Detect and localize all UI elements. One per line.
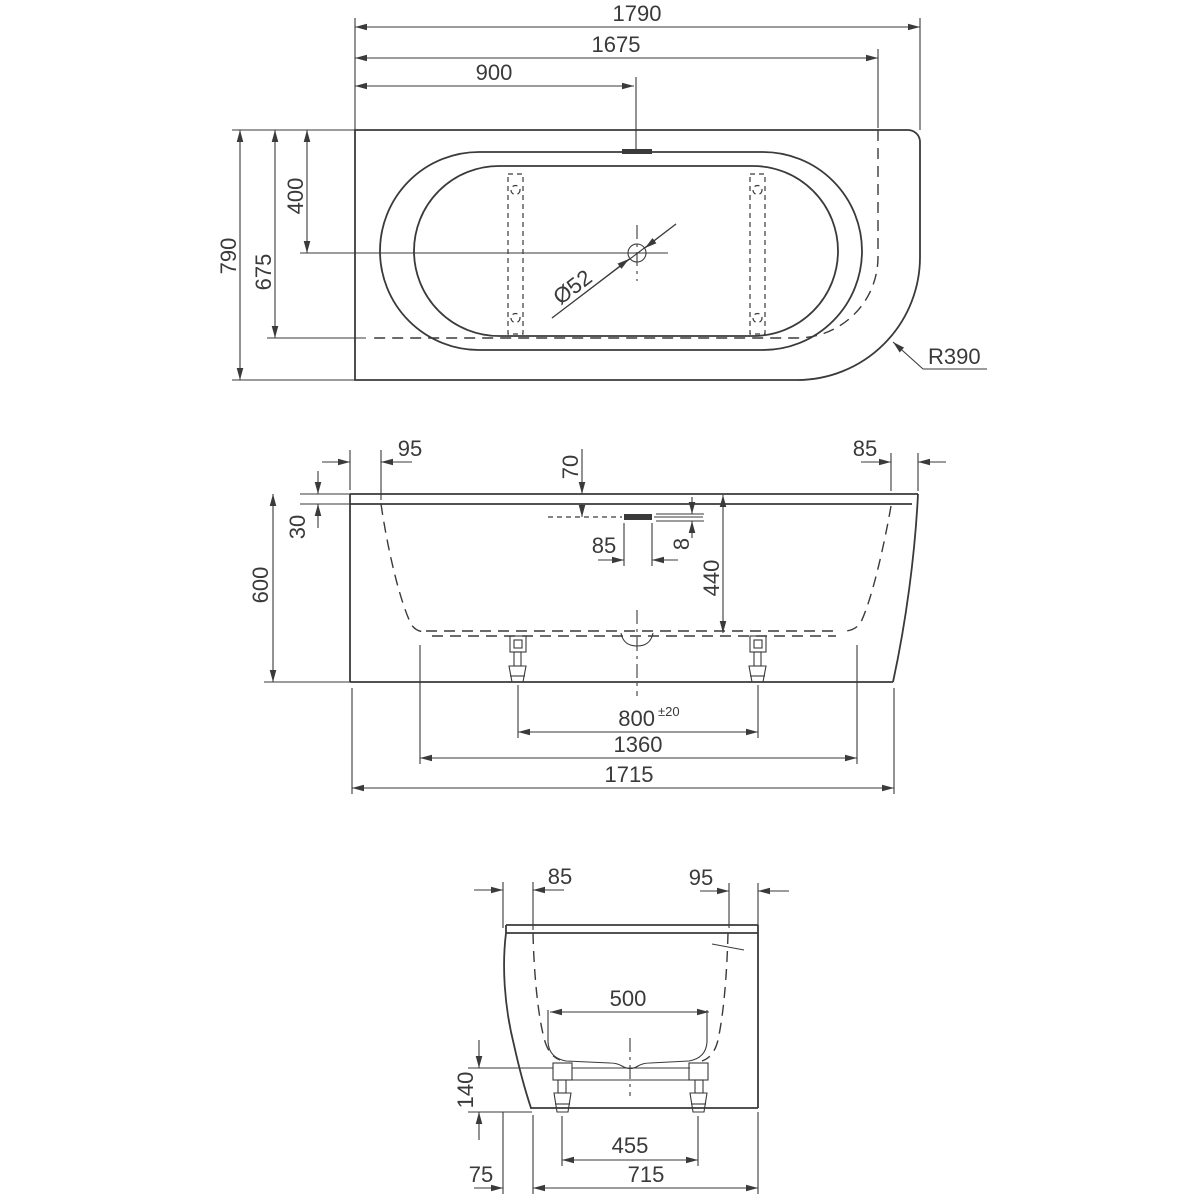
side-outline xyxy=(504,925,758,1108)
side-foot-right xyxy=(689,1063,708,1112)
dim-top-overall-width: 790 xyxy=(216,237,241,275)
front-view-dimensions xyxy=(248,436,946,794)
front-foot-right xyxy=(749,636,766,682)
dim-corner-radius: R390 xyxy=(928,344,981,369)
front-overflow-slot xyxy=(548,514,703,520)
side-foot-left xyxy=(553,1063,572,1112)
dim-side-basin-bottom-width: 500 xyxy=(609,986,647,1011)
dim-front-overflow-slot-height: 8 xyxy=(669,537,694,551)
dim-front-overflow-drop: 70 xyxy=(558,454,583,480)
top-view xyxy=(300,130,987,380)
dim-front-bottom-length: 1715 xyxy=(604,762,654,787)
dim-side-foot-height: 140 xyxy=(453,1071,478,1109)
side-view xyxy=(504,925,758,1112)
dim-top-drain-offset-x: 900 xyxy=(475,60,513,85)
side-view-dimensions xyxy=(453,864,789,1194)
tub-basin-oval xyxy=(414,166,838,336)
dim-front-inner-depth: 440 xyxy=(699,559,724,597)
side-shell-tick xyxy=(712,944,744,950)
dim-front-overflow-width: 85 xyxy=(591,533,617,558)
side-frame-rail xyxy=(572,1068,690,1080)
grip-zone-left xyxy=(508,174,523,334)
dim-front-overall-height: 600 xyxy=(248,566,273,604)
grip-zone-right xyxy=(750,174,765,334)
dim-side-bottom-width: 715 xyxy=(627,1162,665,1187)
dim-top-overall-length: 1790 xyxy=(612,1,662,26)
top-view-dimensions xyxy=(216,1,981,380)
dim-front-feet-spacing: 800 xyxy=(618,706,655,731)
dim-front-skirt-inset-left: 95 xyxy=(397,436,423,461)
dim-top-shell-width: 675 xyxy=(251,253,276,291)
dim-side-skirt-inset-left: 85 xyxy=(547,864,573,889)
front-outline xyxy=(350,494,918,682)
top-view-hidden-shell xyxy=(368,130,878,338)
dim-front-rim-thickness: 30 xyxy=(285,514,310,540)
dim-front-feet-tolerance: ±20 xyxy=(658,704,680,719)
dim-top-shell-length: 1675 xyxy=(591,32,641,57)
dim-front-base-length: 1360 xyxy=(613,732,663,757)
front-foot-left xyxy=(509,636,526,682)
dim-side-feet-spacing: 455 xyxy=(611,1133,649,1158)
front-hidden-shell xyxy=(381,504,891,636)
dim-side-front-overhang: 75 xyxy=(468,1162,494,1187)
dim-side-skirt-inset-right: 95 xyxy=(688,865,714,890)
front-view xyxy=(350,494,918,696)
dim-top-drain-offset-y: 400 xyxy=(283,177,308,215)
dim-drain-diameter: Ø52 xyxy=(548,264,597,310)
tub-rim-oval xyxy=(380,152,862,350)
overflow-mark xyxy=(622,149,652,154)
dim-front-skirt-inset-right: 85 xyxy=(852,436,878,461)
side-basin xyxy=(548,1010,707,1069)
